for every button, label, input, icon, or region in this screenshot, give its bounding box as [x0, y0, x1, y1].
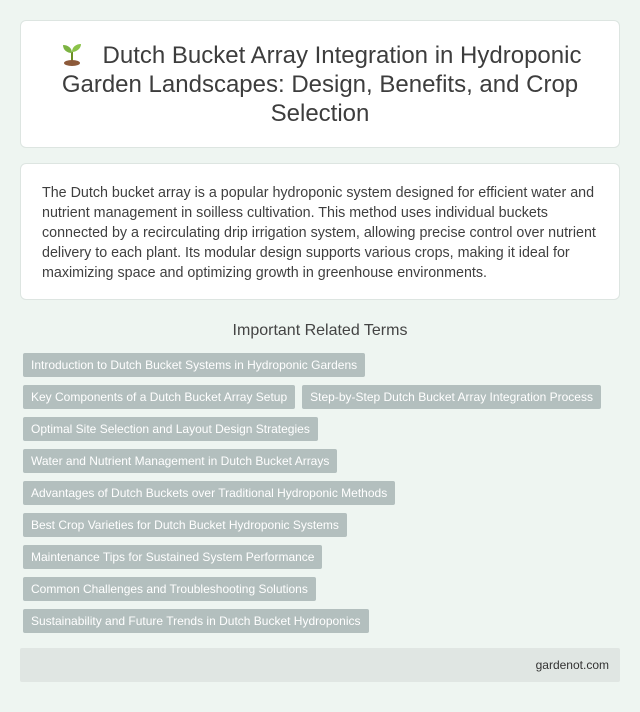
related-term-tag[interactable]: Key Components of a Dutch Bucket Array Setup [23, 385, 295, 409]
tag-row [23, 385, 623, 409]
footer [20, 648, 620, 682]
related-term-tag[interactable]: Introduction to Dutch Bucket Systems in Hydroponic Gardens [23, 353, 365, 377]
sprout-icon [59, 42, 85, 66]
page-title [41, 41, 599, 128]
related-term-tag[interactable]: Step-by-Step Dutch Bucket Array Integration Process [302, 385, 601, 409]
related-term-tag[interactable]: Optimal Site Selection and Layout Design Strategies [23, 417, 318, 441]
intro-card [20, 163, 620, 300]
intro-paragraph: The Dutch bucket array is a popular hydroponic system designed for efficient water and nutrient management in soilless cultivation. This method uses individual buckets connected by a recirculating drip irrigation system, allowing precise control over nutrient delivery to each plant. Its modular design supports various crops, making it ideal for maximizing space and optimizing growth in greenhouse environments. [42, 185, 596, 281]
title-card [20, 20, 620, 148]
page-title-text: Dutch Bucket Array Integration in Hydroponic Garden Landscapes: Design, Benefits, and Crop Selection [61, 41, 582, 127]
related-term-tag[interactable]: Best Crop Varieties for Dutch Bucket Hydroponic Systems [23, 513, 347, 537]
related-term-tag[interactable]: Water and Nutrient Management in Dutch Bucket Arrays [23, 449, 337, 473]
tag-row [23, 577, 623, 601]
related-term-tag[interactable]: Advantages of Dutch Buckets over Traditional Hydroponic Methods [23, 481, 395, 505]
tag-row [23, 513, 623, 537]
tag-row [23, 449, 623, 473]
tag-row [23, 609, 623, 633]
tag-row [23, 481, 623, 505]
footer-site-link[interactable]: gardenot.com [535, 658, 609, 672]
related-term-tag[interactable]: Common Challenges and Troubleshooting Solutions [23, 577, 316, 601]
related-term-tag[interactable]: Maintenance Tips for Sustained System Performance [23, 545, 322, 569]
related-term-tag[interactable]: Sustainability and Future Trends in Dutch Bucket Hydroponics [23, 609, 369, 633]
tag-row [23, 417, 623, 441]
related-terms-list [23, 353, 623, 641]
related-terms-heading: Important Related Terms [232, 322, 408, 339]
tag-row [23, 353, 623, 377]
tag-row [23, 545, 623, 569]
